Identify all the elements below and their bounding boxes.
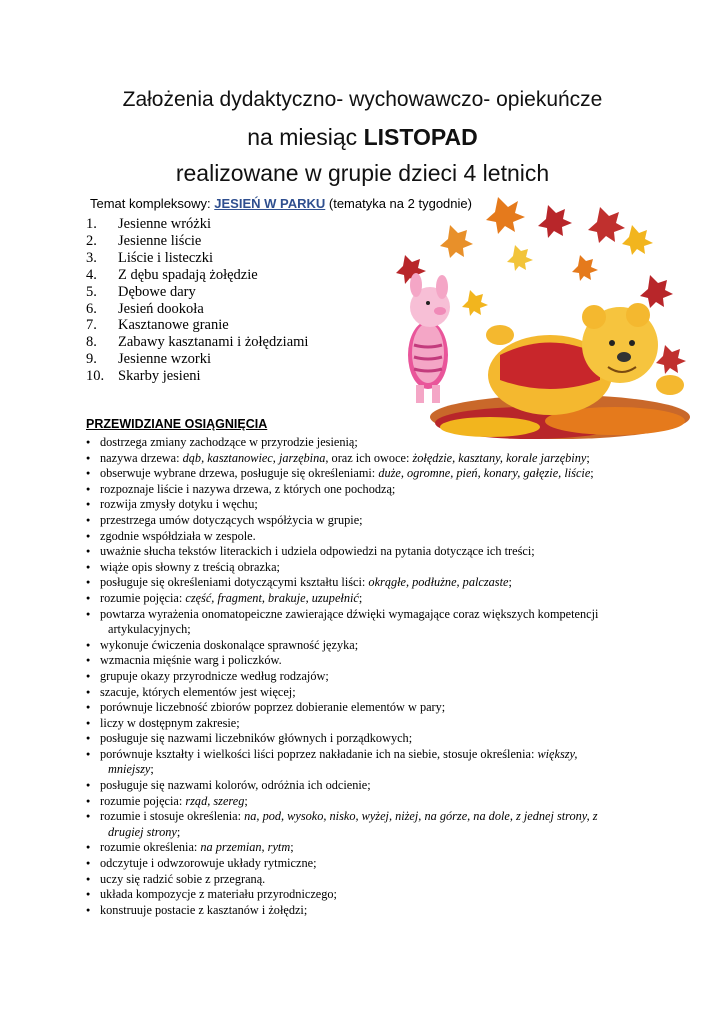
outcome-text: układa kompozycje z materiału przyrodniczego; — [100, 887, 337, 902]
outcome-text: ; — [590, 466, 594, 481]
outcome-italic: część, fragment, brakuje, uzupełnić — [185, 590, 359, 605]
topic-text: Jesienne wzorki — [118, 351, 212, 368]
outcome-text: porównuje kształty i wielkości liści poprzez nakładanie ich na siebie, stosuje określenia: — [100, 746, 538, 761]
outcome-item — [86, 560, 642, 576]
topic-text: Jesienne liście — [118, 232, 202, 249]
outcome-italic: drugiej strony — [108, 824, 177, 839]
topic-item — [86, 233, 308, 250]
topic-number: 1. — [86, 216, 97, 232]
page-title-line-1: Założenia dydaktyczno- wychowawczo- opiekuńcze — [122, 88, 603, 111]
outcome-item — [86, 778, 642, 794]
outcome-text: , oraz ich owoce: — [325, 450, 413, 465]
topic-prefix: Temat kompleksowy: — [90, 196, 215, 211]
topic-text: Jesienne wróżki — [118, 216, 212, 232]
outcome-item — [86, 669, 642, 685]
outcome-italic: rząd, szereg — [185, 793, 245, 808]
pooh — [486, 303, 684, 415]
topic-text: Dębowe dary — [118, 283, 196, 300]
outcome-text: artykulacyjnych; — [108, 622, 191, 637]
outcome-continuation — [100, 762, 642, 778]
outcome-text: ; — [290, 840, 294, 855]
outcome-text: ; — [586, 450, 590, 465]
outcome-text: szacuje, których elementów jest więcej; — [100, 684, 296, 699]
topic-number: 6. — [86, 300, 97, 317]
outcome-continuation — [100, 825, 642, 841]
outcome-item — [86, 700, 642, 716]
outcome-text: przestrzega umów dotyczących współżycia w grupie; — [100, 512, 363, 527]
outcomes-heading: PRZEWIDZIANE OSIĄGNIĘCIA — [86, 417, 268, 431]
outcome-text: zgodnie współdziała w zespole. — [100, 528, 256, 543]
outcome-text: rozumie określenia: — [100, 840, 201, 855]
topic-text: Jesień dookoła — [118, 300, 204, 317]
outcome-text: rozpoznaje liście i nazywa drzewa, z których one pochodzą; — [100, 481, 396, 496]
outcome-item — [86, 794, 642, 810]
topic-item — [86, 351, 308, 368]
outcome-italic: żołędzie, kasztany, korale jarzębiny — [412, 450, 587, 465]
outcome-item — [86, 513, 642, 529]
topic-name: JESIEŃ W PARKU — [214, 196, 326, 211]
outcome-text: obserwuje wybrane drzewa, posługuje się określeniami: — [100, 466, 379, 481]
topic-suffix: (tematyka na 2 tygodnie) — [325, 196, 472, 211]
outcome-italic: duże, ogromne, pień, konary, gałęzie, liście — [378, 466, 591, 481]
outcome-item — [86, 529, 642, 545]
outcome-text: rozumie pojęcia: — [100, 590, 186, 605]
topic-list — [86, 216, 308, 385]
topic-number: 7. — [86, 317, 97, 334]
topic-item — [86, 317, 308, 334]
outcome-item — [86, 591, 642, 607]
outcome-italic: na, pod, wysoko, nisko, wyżej, niżej, na górze, na dole, z jednej strony, z — [244, 809, 598, 824]
outcome-item — [86, 653, 642, 669]
outcome-text: ; — [358, 590, 363, 605]
topic-item — [86, 368, 308, 385]
outcome-item — [86, 497, 642, 513]
outcome-text: ; — [176, 824, 181, 839]
outcome-text: uczy się radzić sobie z przegraną. — [100, 871, 266, 886]
topic-item — [86, 284, 308, 301]
topic-number: 9. — [86, 351, 97, 368]
outcome-text: dostrzega zmiany zachodzące w przyrodzie jesienią; — [100, 435, 358, 449]
outcome-item — [86, 731, 642, 747]
outcome-text: wzmacnia mięśnie warg i policzków. — [100, 653, 282, 668]
outcome-item — [86, 887, 642, 903]
topic-number: 5. — [86, 283, 97, 300]
outcome-item — [86, 607, 642, 638]
topic-number: 3. — [86, 249, 97, 266]
topic-text: Skarby jesieni — [118, 368, 201, 385]
outcome-item — [86, 872, 642, 888]
topic-number: 10. — [86, 368, 105, 385]
outcome-text: rozumie pojęcia: — [100, 793, 186, 808]
topic-item — [86, 250, 308, 267]
outcome-item — [86, 638, 642, 654]
title-month: LISTOPAD — [363, 124, 478, 150]
topic-text: Z dębu spadają żołędzie — [118, 266, 258, 283]
outcome-text: posługuje się nazwami liczebników głównych i porządkowych; — [100, 731, 413, 746]
page-title-line-3: realizowane w grupie dzieci 4 letnich — [175, 160, 550, 186]
outcome-italic: dąb, kasztanowiec, jarzębina — [182, 450, 326, 465]
autumn-pooh-illustration — [380, 195, 690, 445]
outcome-item — [86, 903, 642, 919]
outcome-text: ; — [508, 575, 512, 590]
outcome-continuation — [100, 622, 642, 638]
outcome-italic: większy, — [537, 746, 578, 761]
outcome-item — [86, 856, 642, 872]
outcome-item — [86, 435, 642, 451]
outcome-italic: okrągłe, podłużne, palczaste — [368, 575, 509, 590]
outcome-text: uważnie słucha tekstów literackich i udziela odpowiedzi na pytania dotyczące ich treści; — [100, 544, 535, 559]
topic-text: Liście i listeczki — [118, 249, 214, 266]
title-month-prefix: na miesiąc — [247, 124, 364, 150]
outcome-italic: mniejszy — [108, 762, 151, 777]
topic-item — [86, 334, 308, 351]
outcome-item — [86, 716, 642, 732]
outcome-item — [86, 451, 642, 467]
outcome-item — [86, 482, 642, 498]
outcome-item — [86, 544, 642, 560]
outcome-text: grupuje okazy przyrodnicze według rodzajów; — [100, 668, 329, 683]
outcomes-list — [86, 435, 642, 918]
topic-item — [86, 301, 308, 318]
outcome-text: ; — [150, 762, 154, 777]
piglet — [408, 273, 450, 403]
outcome-text: ; — [244, 793, 248, 808]
outcome-item — [86, 809, 642, 840]
topic-item — [86, 267, 308, 284]
topic-text: Zabawy kasztanami i żołędziami — [118, 334, 309, 351]
outcome-text: wiąże opis słowny z treścią obrazka; — [100, 559, 280, 574]
outcome-italic: na przemian, rytm — [200, 840, 291, 855]
outcome-text: wykonuje ćwiczenia doskonalące sprawność języka; — [100, 637, 359, 652]
outcome-text: nazywa drzewa: — [100, 450, 183, 465]
outcome-text: konstruuje postacie z kasztanów i żołędzi; — [100, 902, 308, 917]
topic-number: 8. — [86, 334, 97, 351]
outcome-text: odczytuje i odwzorowuje układy rytmiczne; — [100, 856, 317, 871]
page-title-line-2 — [0, 124, 725, 151]
topic-number: 4. — [86, 266, 97, 283]
outcome-item — [86, 840, 642, 856]
outcome-text: posługuje się określeniami dotyczącymi kształtu liści: — [100, 575, 369, 590]
outcome-item — [86, 575, 642, 591]
topic-item — [86, 216, 308, 233]
topic-number: 2. — [86, 232, 97, 249]
outcome-text: liczy w dostępnym zakresie; — [100, 715, 240, 730]
outcome-text: powtarza wyrażenia onomatopeiczne zawierające dźwięki wymagające coraz większych kompetencji — [100, 606, 599, 621]
outcome-item — [86, 685, 642, 701]
outcome-text: rozwija zmysły dotyku i węchu; — [100, 497, 258, 512]
outcome-text: porównuje liczebność zbiorów poprzez dobieranie elementów w pary; — [100, 700, 446, 715]
outcome-item — [86, 747, 642, 778]
outcome-text: posługuje się nazwami kolorów, odróżnia ich odcienie; — [100, 778, 371, 793]
topic-text: Kasztanowe granie — [118, 317, 229, 334]
outcome-text: rozumie i stosuje określenia: — [100, 809, 245, 824]
outcome-item — [86, 466, 642, 482]
